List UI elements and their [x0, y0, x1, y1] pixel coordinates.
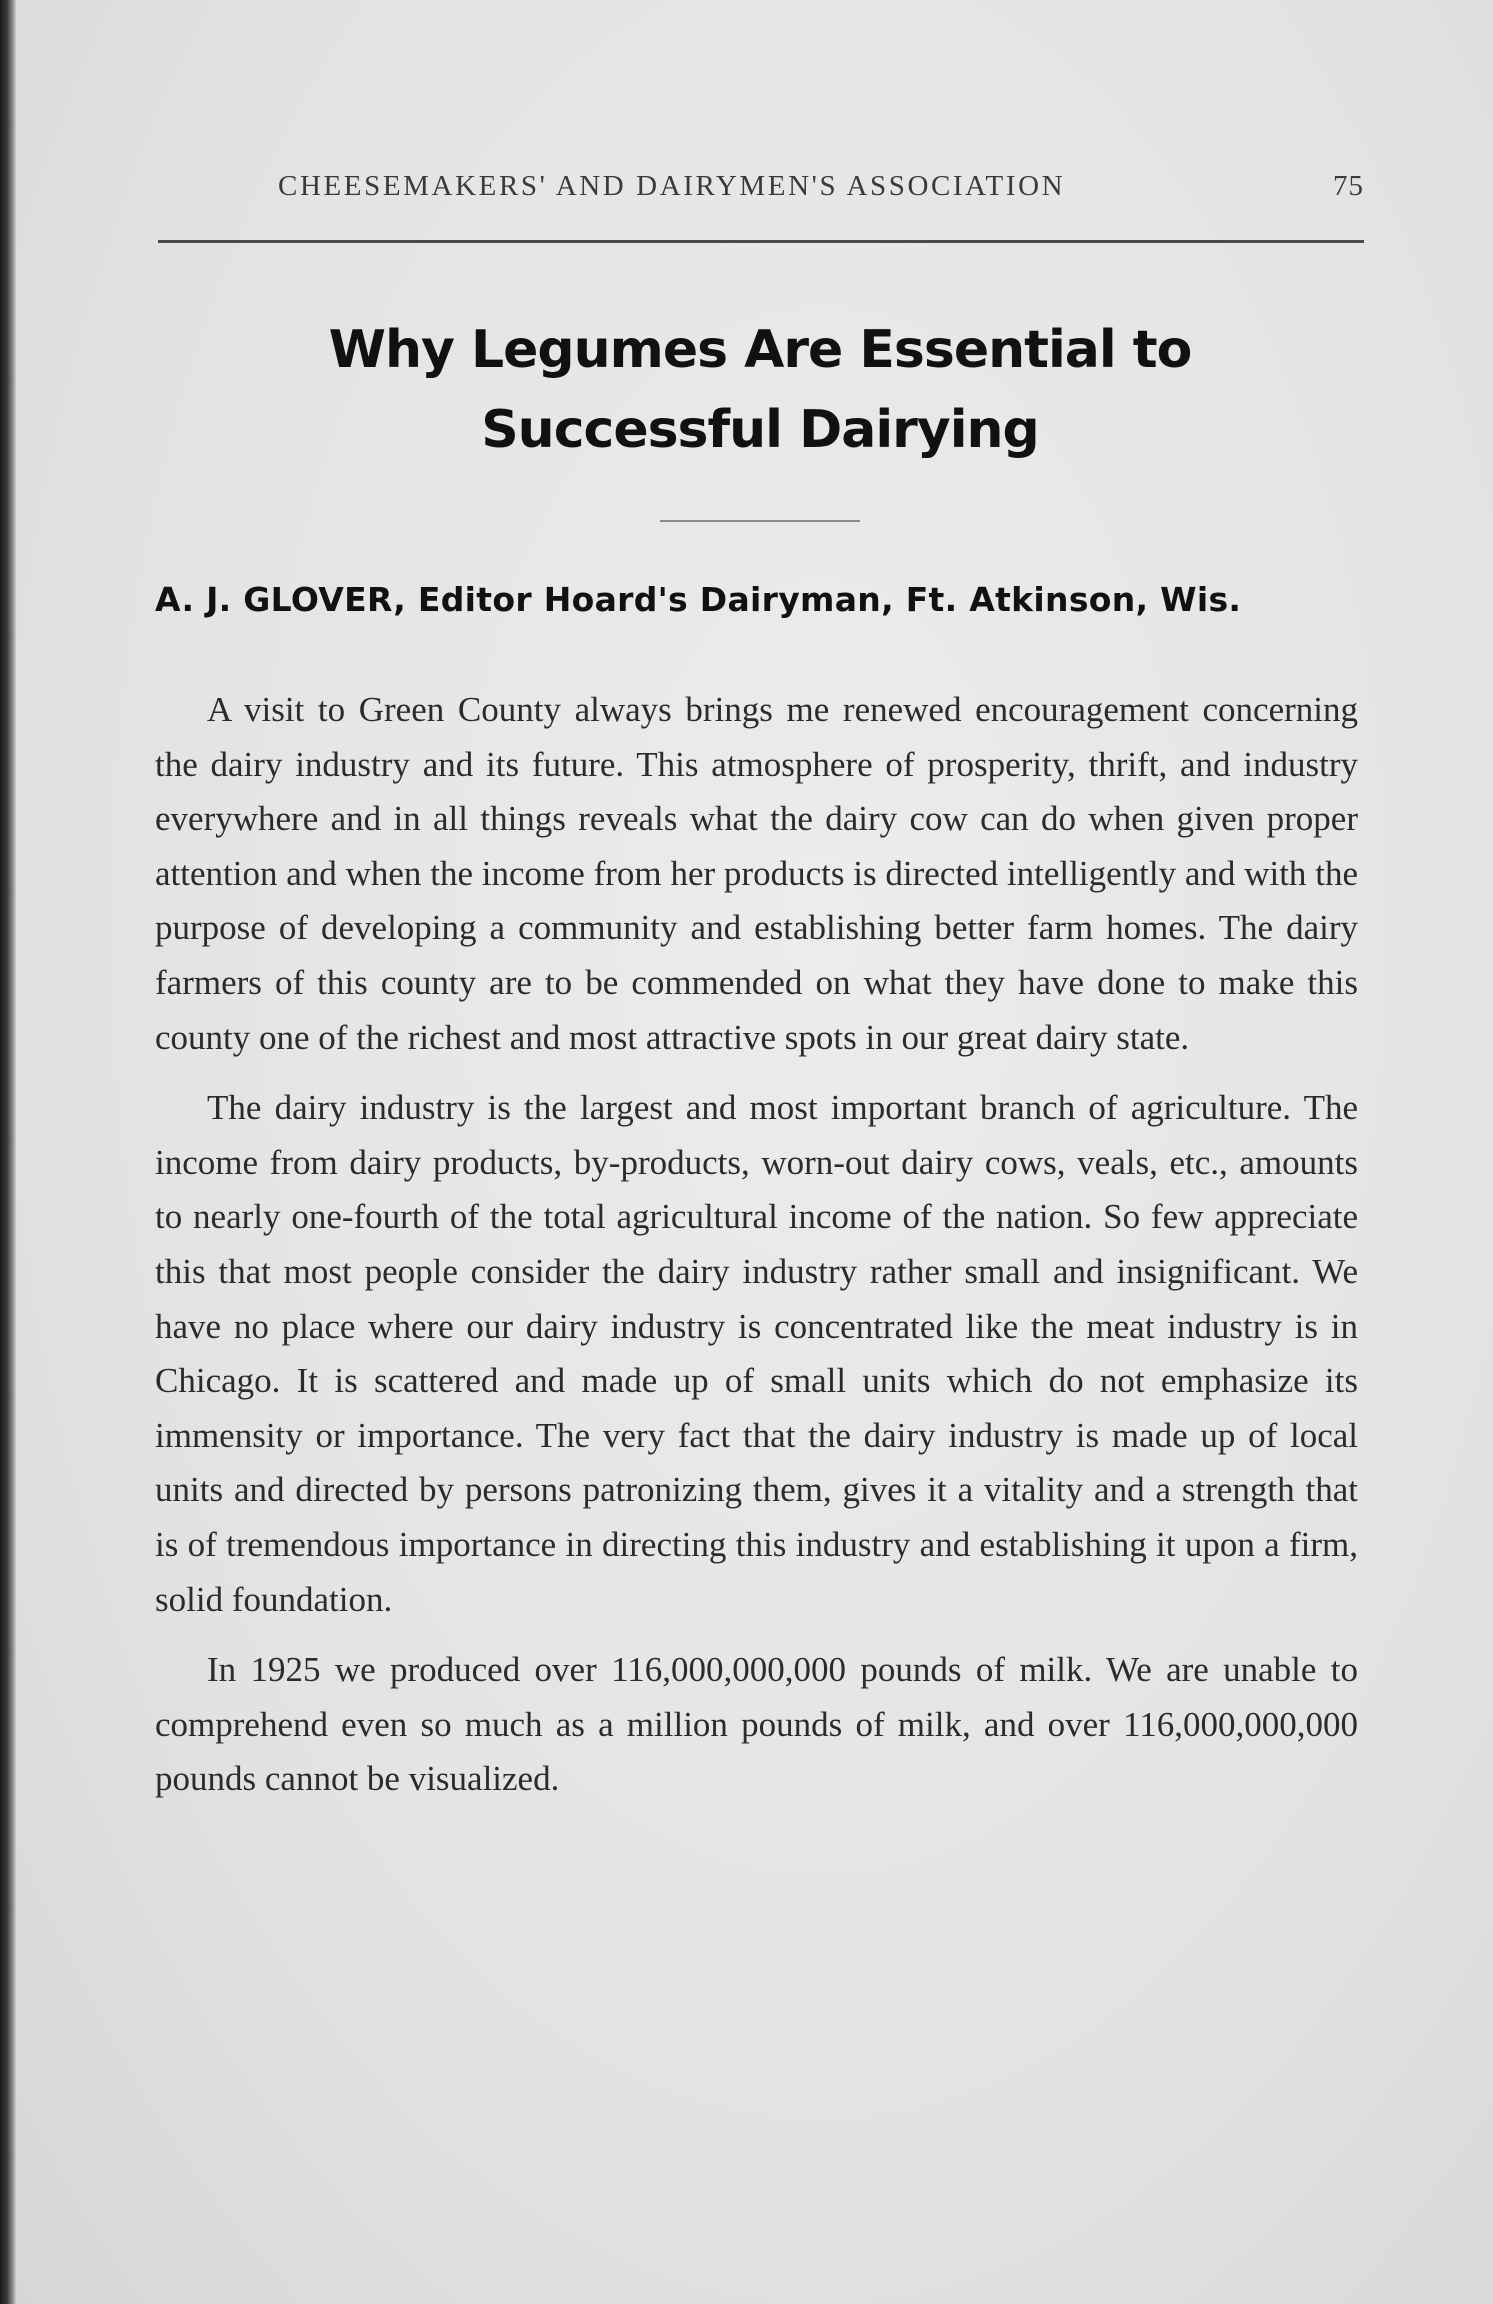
article-title	[160, 310, 1360, 470]
article-body	[155, 683, 1358, 1823]
paragraph-1: A visit to Green County always brings me renewed encouragement concerning the dairy industry and its future. This atmosphere of prosperity, thrift, and industry everywhere and in all things reveals what the dairy cow can do when given proper attention and when the income from her products is directed intelligently and with the purpose of developing a community and establishing better farm homes. The dairy farmers of this county are to be commended on what they have done to make this county one of the richest and most attractive spots in our great dairy state.	[155, 690, 1358, 1057]
title-separator-rule	[660, 520, 860, 522]
page-number: 75	[1333, 170, 1364, 202]
paragraph-2: The dairy industry is the largest and most important branch of agriculture. The income from dairy products, by-products, worn-out dairy cows, veals, etc., amounts to nearly one-fourth of the total agricultural income of the nation. So few appreciate this that most people consider the dairy industry rather small and insignificant. We have no place where our dairy industry is concentrated like the meat industry is in Chicago. It is scattered and made up of small units which do not emphasize its immensity or importance. The very fact that the dairy industry is made up of local units and directed by persons patronizing them, gives it a vitality and a strength that is of tremendous importance in directing this industry and establishing it upon a firm, solid foundation.	[155, 1088, 1358, 1619]
running-header	[152, 170, 1364, 210]
running-title: CHEESEMAKERS' AND DAIRYMEN'S ASSOCIATION	[278, 170, 1066, 202]
article-title-line-1: Why Legumes Are Essential to	[328, 320, 1192, 380]
book-binding-edge	[0, 0, 16, 2304]
paragraph-3: In 1925 we produced over 116,000,000,000 pounds of milk. We are unable to comprehend even so much as a million pounds of milk, and over 116,000,000,000 pounds cannot be visualized.	[155, 1650, 1358, 1799]
article-title-line-2: Successful Dairying	[481, 400, 1039, 460]
header-rule	[158, 240, 1364, 243]
author-byline: A. J. GLOVER, Editor Hoard's Dairyman, Ft. Atkinson, Wis.	[155, 580, 1242, 619]
